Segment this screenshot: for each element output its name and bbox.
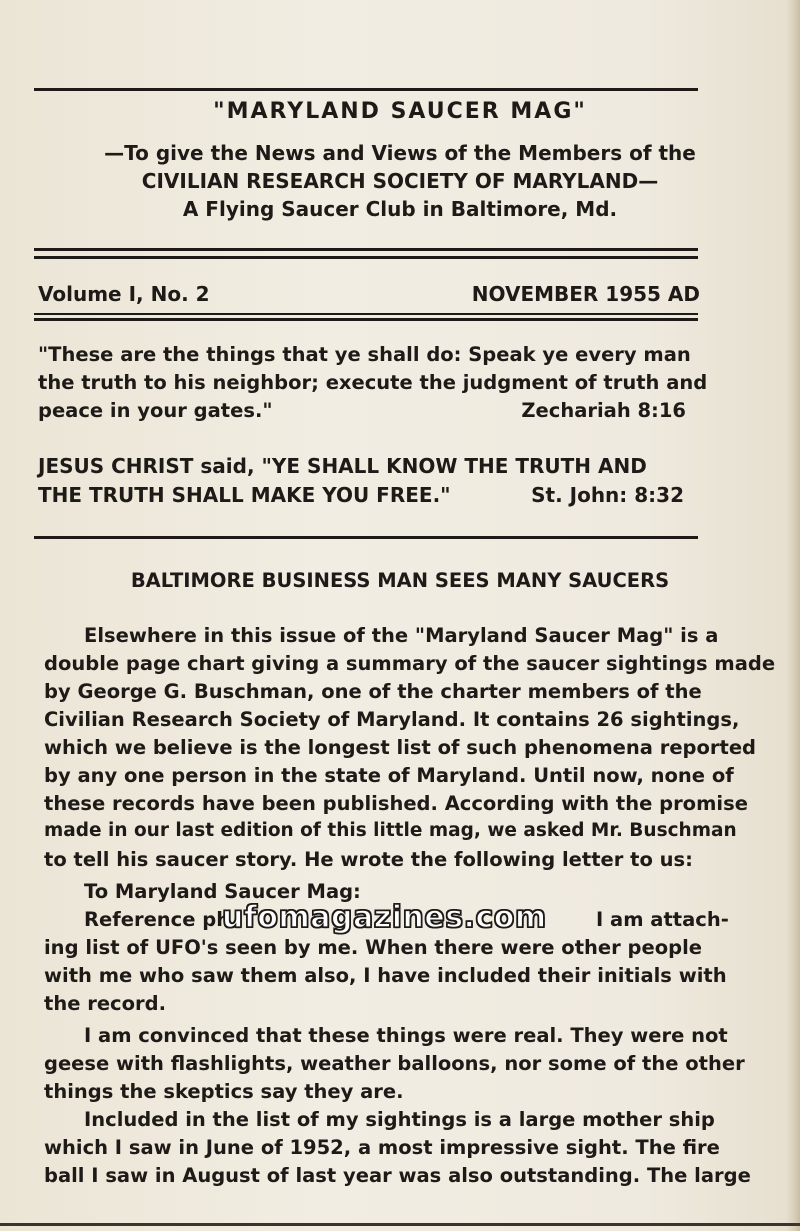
quote1-line-1: "These are the things that ye shall do: Speak ye every man	[38, 343, 691, 366]
quote2-line-1: JESUS CHRIST said, "YE SHALL KNOW THE TRUTH AND	[38, 454, 647, 478]
masthead-double-rule-bottom	[34, 256, 698, 259]
article-line-13: with me who saw them also, I have included their initials with	[44, 964, 727, 987]
quote2-line-2: THE TRUTH SHALL MAKE YOU FREE."	[38, 483, 451, 507]
article-line-11-tail: I am attach-	[596, 908, 729, 931]
quote2-last-row	[38, 483, 684, 507]
quote1-citation: Zechariah 8:16	[521, 399, 686, 422]
masthead-double-rule-top	[34, 248, 698, 251]
masthead-line-3: A Flying Saucer Club in Baltimore, Md.	[182, 197, 618, 221]
magazine-title: "MARYLAND SAUCER MAG"	[213, 99, 587, 124]
quote2-citation: St. John: 8:32	[531, 483, 684, 507]
article-line-19: which I saw in June of 1952, a most impressive sight. The fire	[44, 1136, 720, 1159]
article-line-7: these records have been published. According with the promise	[44, 792, 748, 815]
masthead-line-1: —To give the News and Views of the Members of the	[104, 141, 696, 165]
quote1-line-3: peace in your gates."	[38, 399, 273, 422]
article-line-16: geese with flashlights, weather balloons, nor some of the other	[44, 1052, 745, 1075]
article-line-20: ball I saw in August of last year was also outstanding. The large	[44, 1164, 751, 1187]
masthead-line-2: CIVILIAN RESEARCH SOCIETY OF MARYLAND—	[141, 169, 659, 193]
site-watermark: ufomagazines.com	[222, 900, 547, 935]
issue-rule-bottom	[34, 318, 698, 321]
issue-rule-top	[34, 313, 698, 315]
article-line-17: things the skeptics say they are.	[44, 1080, 404, 1103]
article-headline: BALTIMORE BUSINESS MAN SEES MANY SAUCERS	[130, 569, 670, 592]
quote1-last-row	[38, 399, 686, 422]
article-line-8: made in our last edition of this little mag, we asked Mr. Buschman	[44, 820, 737, 841]
article-line-14: the record.	[44, 992, 166, 1015]
article-line-2: double page chart giving a summary of the saucer sightings made	[44, 652, 776, 675]
quote1-line-2: the truth to his neighbor; execute the judgment of truth and	[38, 371, 708, 394]
article-line-5: which we believe is the longest list of such phenomena reported	[44, 736, 757, 759]
article-line-1: Elsewhere in this issue of the "Maryland Saucer Mag" is a	[84, 624, 719, 647]
article-line-6: by any one person in the state of Maryland. Until now, none of	[44, 764, 734, 787]
bottom-edge-rule	[0, 1223, 800, 1226]
volume-number: Volume I, No. 2	[38, 282, 210, 306]
article-line-10: To Maryland Saucer Mag:	[84, 880, 361, 903]
quote-rule	[34, 536, 698, 539]
top-rule	[34, 88, 698, 91]
article-line-3: by George G. Buschman, one of the charter members of the	[44, 680, 702, 703]
article-line-18: Included in the list of my sightings is a large mother ship	[84, 1108, 715, 1131]
article-line-9: to tell his saucer story. He wrote the following letter to us:	[44, 848, 693, 871]
issue-row	[38, 282, 700, 306]
issue-date: NOVEMBER 1955 AD	[471, 282, 700, 306]
article-line-4: Civilian Research Society of Maryland. It contains 26 sightings,	[44, 708, 740, 731]
article-line-11: Reference ph	[84, 908, 231, 931]
article-line-15: I am convinced that these things were real. They were not	[84, 1024, 728, 1047]
article-line-12: ing list of UFO's seen by me. When there were other people	[44, 936, 702, 959]
